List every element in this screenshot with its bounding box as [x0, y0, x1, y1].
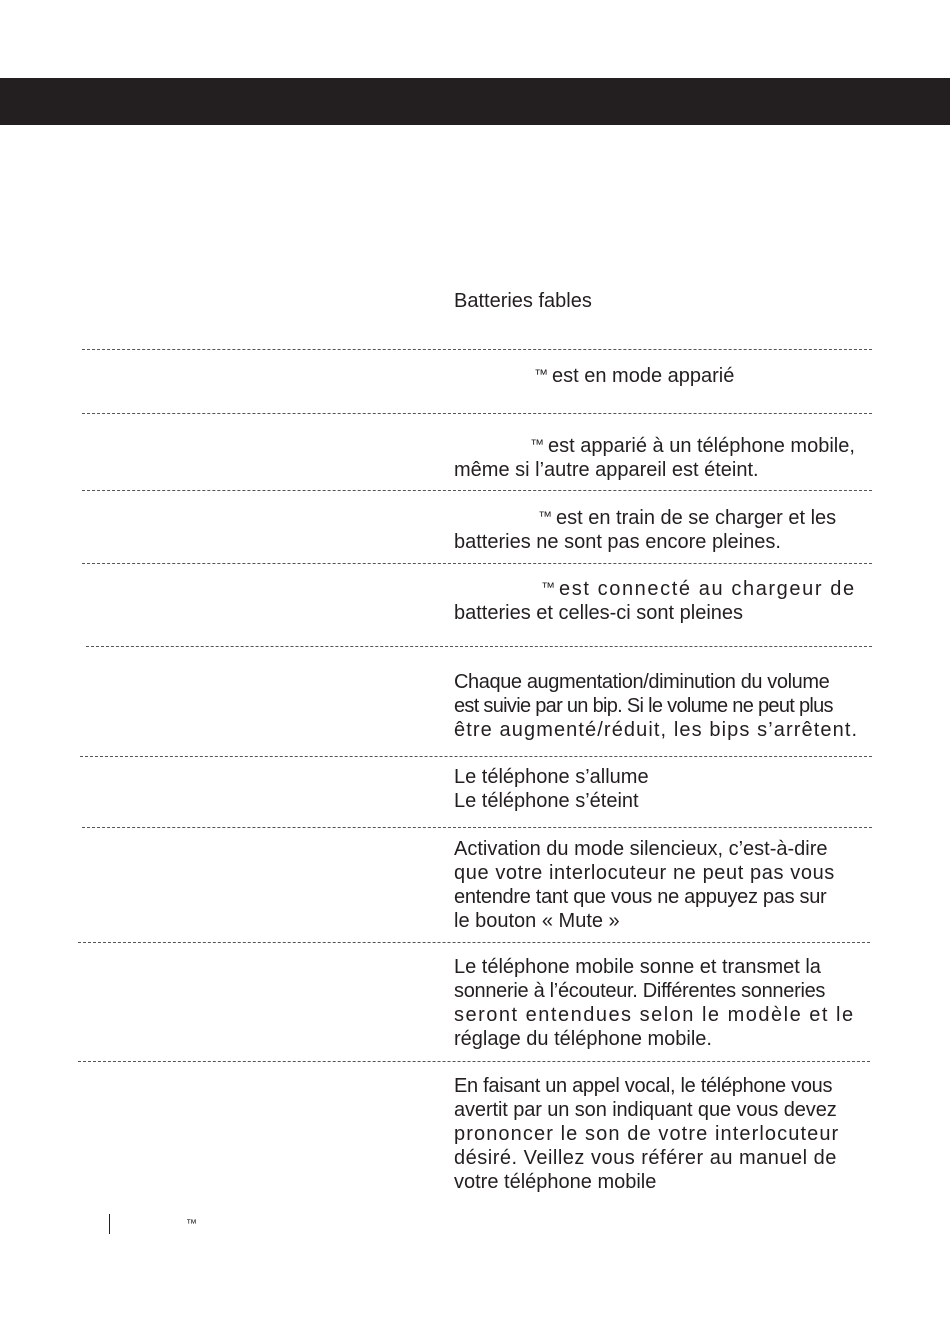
- row-text: est en mode apparié: [552, 365, 735, 387]
- row-text: batteries et celles-ci sont pleines: [454, 602, 744, 624]
- divider: [80, 756, 872, 757]
- row-text: Le téléphone mobile sonne et transmet la: [454, 956, 821, 978]
- divider: [82, 563, 872, 564]
- row-volume: [454, 670, 875, 742]
- divider: [78, 942, 870, 943]
- row-text: avertit par un son indiquant que vous devez: [454, 1099, 837, 1121]
- row-text: Chaque augmentation/diminution du volume: [454, 671, 830, 693]
- row-text: Le téléphone s’allume: [454, 766, 649, 788]
- trademark-symbol: ™: [538, 508, 552, 524]
- divider: [82, 349, 872, 350]
- divider: [82, 413, 872, 414]
- row-text: est en train de se charger et les: [556, 507, 837, 529]
- row-text: est apparié à un téléphone mobile,: [548, 435, 855, 457]
- row-mute: [454, 837, 875, 933]
- row-text: Activation du mode silencieux, c’est-à-dire: [454, 838, 828, 860]
- row-text: votre téléphone mobile: [454, 1171, 657, 1193]
- divider: [82, 490, 872, 491]
- row-charged: [454, 575, 875, 625]
- row-text: réglage du téléphone mobile.: [454, 1028, 712, 1050]
- row-text: est suivie par un bip. Si le volume ne peut plus: [454, 695, 833, 717]
- row-ringing: [454, 955, 875, 1051]
- row-text: sonnerie à l’écouteur. Différentes sonneries: [454, 980, 826, 1002]
- row-charging: [454, 504, 875, 554]
- row-text: être augmenté/réduit, les bips s’arrêtent.: [454, 719, 859, 741]
- footer-trademark: ™: [186, 1218, 197, 1230]
- row-text: est connecté au chargeur de: [559, 578, 856, 600]
- row-voice-dial: [454, 1074, 875, 1194]
- row-text: En faisant un appel vocal, le téléphone vous: [454, 1075, 833, 1097]
- row-text: batteries ne sont pas encore pleines.: [454, 531, 781, 553]
- row-text: désiré. Veillez vous référer au manuel de: [454, 1147, 837, 1169]
- row-text: Le téléphone s’éteint: [454, 790, 639, 812]
- row-pairing-mode: [454, 362, 875, 388]
- divider: [82, 827, 872, 828]
- row-text: Batteries fables: [454, 290, 592, 312]
- trademark-symbol: ™: [541, 579, 555, 595]
- row-text: prononcer le son de votre interlocuteur: [454, 1123, 840, 1145]
- header-bar: [0, 78, 950, 125]
- trademark-symbol: ™: [534, 366, 548, 382]
- row-text: le bouton « Mute »: [454, 910, 620, 932]
- trademark-symbol: ™: [530, 436, 544, 452]
- row-text: seront entendues selon le modèle et le: [454, 1004, 855, 1026]
- divider: [78, 1061, 870, 1062]
- row-text: que votre interlocuteur ne peut pas vous: [454, 862, 835, 884]
- divider: [86, 646, 872, 647]
- footer-rule: [109, 1214, 110, 1234]
- row-low-battery: [454, 289, 875, 313]
- row-text: entendre tant que vous ne appuyez pas sur: [454, 886, 827, 908]
- row-power: [454, 765, 875, 813]
- row-paired: [454, 432, 875, 482]
- row-text: même si l’autre appareil est éteint.: [454, 459, 759, 481]
